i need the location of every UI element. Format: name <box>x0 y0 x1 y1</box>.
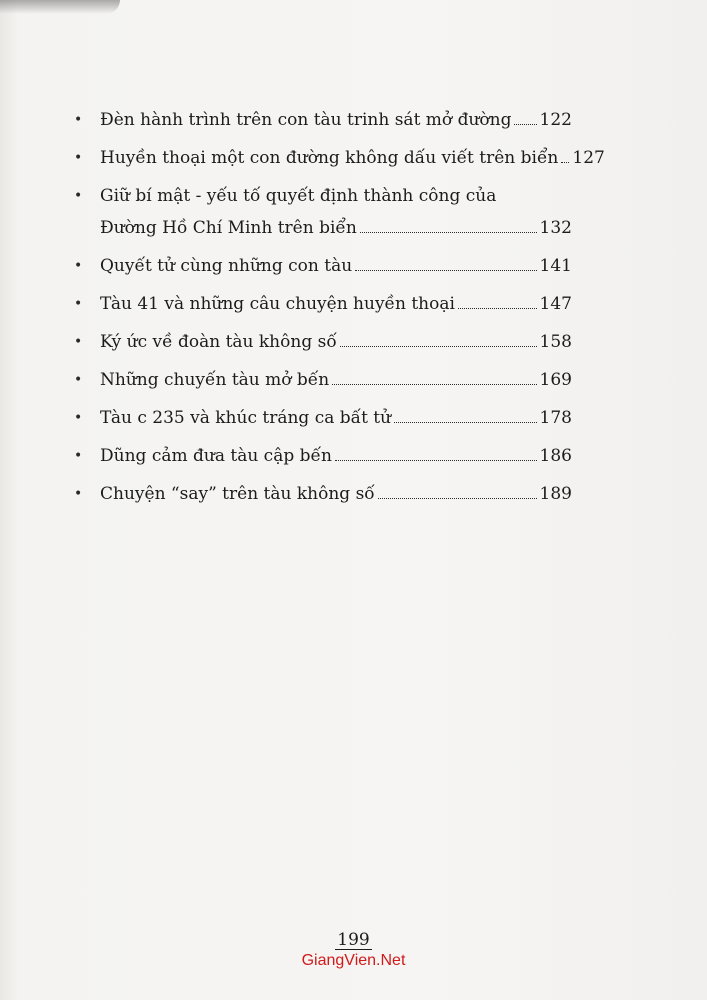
watermark-text: GiangVien.Net <box>301 952 406 969</box>
toc-entry-line <box>74 180 572 212</box>
toc-entry-title: Ký ức về đoàn tàu không số <box>100 332 337 352</box>
dot-leader <box>335 459 537 461</box>
bullet-icon: • <box>74 112 83 128</box>
toc-entry <box>74 142 605 174</box>
dot-leader <box>332 383 536 385</box>
toc-entry <box>74 478 572 510</box>
toc-entry-title: Tàu 41 và những câu chuyện huyền thoại <box>100 294 455 314</box>
bullet-icon: • <box>74 486 83 502</box>
page-edge-shadow <box>0 0 120 14</box>
toc-entry-title: Giữ bí mật - yếu tố quyết định thành công của <box>100 186 497 206</box>
toc-entry-title: Chuyện “say” trên tàu không số <box>100 484 375 504</box>
toc-entry-line <box>74 326 572 358</box>
toc-entry-page: 147 <box>539 294 572 314</box>
toc-entry-line <box>74 250 572 282</box>
toc-entry-page: 141 <box>539 256 572 276</box>
toc-entry-page: 186 <box>539 446 572 466</box>
toc-entry <box>74 250 572 282</box>
toc-entry-page: 132 <box>539 218 572 238</box>
toc-entry-title: Đèn hành trình trên con tàu trinh sát mở đường <box>100 110 512 130</box>
dot-leader <box>458 307 537 309</box>
toc-entry-line <box>74 402 572 434</box>
toc-entry-page: 158 <box>539 332 572 352</box>
bullet-icon: • <box>74 334 83 350</box>
page-footer <box>0 930 707 950</box>
bullet-icon: • <box>74 150 83 166</box>
bullet-icon: • <box>74 372 83 388</box>
table-of-contents <box>74 104 605 516</box>
toc-entry <box>74 104 572 136</box>
toc-entry-page: 127 <box>572 148 605 168</box>
toc-entry <box>74 180 572 244</box>
toc-entry <box>74 288 572 320</box>
toc-entry-page: 189 <box>539 484 572 504</box>
bullet-icon: • <box>74 296 83 312</box>
toc-entry-line <box>74 142 605 174</box>
page-number: 199 <box>337 930 370 950</box>
toc-entry-title: Tàu c 235 và khúc tráng ca bất tử <box>100 408 392 428</box>
toc-entry-line <box>74 364 572 396</box>
toc-entry-title: Những chuyến tàu mở bến <box>100 370 330 390</box>
dot-leader <box>360 231 537 233</box>
dot-leader <box>561 161 569 163</box>
toc-entry-line <box>74 212 572 244</box>
bullet-icon: • <box>74 188 83 204</box>
toc-entry-title: Quyết tử cùng những con tàu <box>100 256 353 276</box>
bullet-icon: • <box>74 410 83 426</box>
toc-entry-line <box>74 104 572 136</box>
toc-entry-line <box>74 478 572 510</box>
toc-entry <box>74 326 572 358</box>
toc-entry-title: Đường Hồ Chí Minh trên biển <box>100 218 357 238</box>
toc-entry-page: 169 <box>539 370 572 390</box>
toc-entry-line <box>74 440 572 472</box>
toc-entry-page: 122 <box>539 110 572 130</box>
toc-entry <box>74 364 572 396</box>
toc-entry-line <box>74 288 572 320</box>
toc-entry-title: Dũng cảm đưa tàu cập bến <box>100 446 332 466</box>
bullet-icon: • <box>74 448 83 464</box>
dot-leader <box>340 345 537 347</box>
toc-entry <box>74 402 572 434</box>
bullet-icon: • <box>74 258 83 274</box>
toc-entry <box>74 440 572 472</box>
dot-leader <box>355 269 536 271</box>
toc-entry-title: Huyền thoại một con đường không dấu viết trên biển <box>100 148 559 168</box>
dot-leader <box>378 497 537 499</box>
toc-entry-page: 178 <box>539 408 572 428</box>
dot-leader <box>394 421 536 423</box>
dot-leader <box>514 123 536 125</box>
